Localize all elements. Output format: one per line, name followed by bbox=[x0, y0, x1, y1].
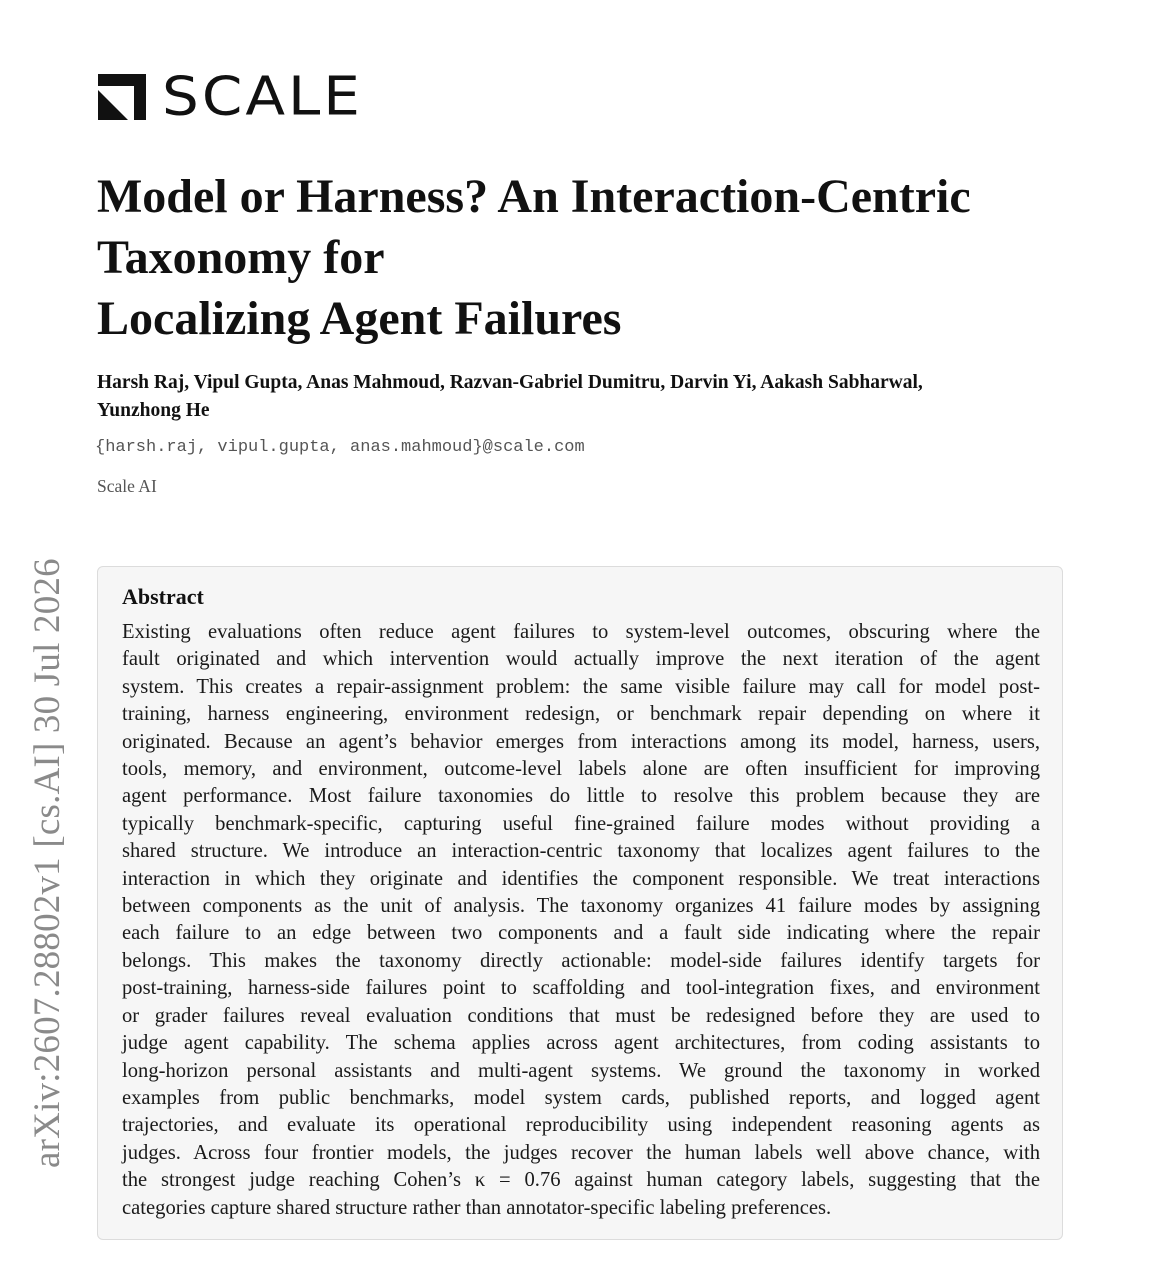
authors-line: Yunzhong He bbox=[97, 400, 210, 421]
abstract-line: tools, memory, and environment, outcome-level labels alone are often insufficient for improving bbox=[122, 758, 1040, 781]
abstract-line: originated. Because an agent’s behavior emerges from interactions among its model, harness, users, bbox=[122, 730, 1040, 753]
abstract-heading: Abstract bbox=[122, 584, 204, 609]
authors-line: Harsh Raj, Vipul Gupta, Anas Mahmoud, Razvan-Gabriel Dumitru, Darvin Yi, Aakash Sabharwal, bbox=[97, 372, 923, 393]
abstract-line: system. This creates a repair-assignment problem: the same visible failure may call for model post- bbox=[122, 675, 1040, 698]
title-line: Taxonomy for bbox=[97, 231, 385, 284]
abstract-line: shared structure. We introduce an interaction-centric taxonomy that localizes agent failures to the bbox=[122, 840, 1040, 863]
paper-title bbox=[97, 166, 1097, 349]
scale-logo bbox=[98, 64, 363, 128]
abstract-body bbox=[122, 619, 1040, 1222]
abstract-line: between components as the unit of analysis. The taxonomy organizes 41 failure modes by assigning bbox=[122, 895, 1040, 918]
abstract-line: agent performance. Most failure taxonomies do little to resolve this problem because they are bbox=[122, 785, 1040, 808]
author-emails: {harsh.raj, vipul.gupta, anas.mahmoud}@scale.com bbox=[95, 438, 585, 457]
abstract-line: long-horizon personal assistants and multi-agent systems. We ground the taxonomy in worked bbox=[122, 1059, 1040, 1082]
abstract-line: the strongest judge reaching Cohen’s κ = 0.76 against human category labels, suggesting that the bbox=[122, 1169, 1040, 1192]
abstract-line: training, harness engineering, environment redesign, or benchmark repair depending on where it bbox=[122, 703, 1040, 726]
title-line: Model or Harness? An Interaction-Centric bbox=[97, 170, 971, 223]
abstract-line: trajectories, and evaluate its operational reproducibility using independent reasoning agents as bbox=[122, 1114, 1040, 1137]
scale-wordmark: SCALE bbox=[162, 64, 363, 128]
abstract-line: judges. Across four frontier models, the judges recover the human labels well above chance, with bbox=[122, 1141, 1040, 1164]
abstract-line: categories capture shared structure rather than annotator-specific labeling preferences. bbox=[122, 1196, 832, 1219]
abstract-line: typically benchmark-specific, capturing useful fine-grained failure modes without providing a bbox=[122, 812, 1040, 835]
scale-logo-mark-icon bbox=[98, 72, 146, 120]
abstract-line: or grader failures reveal evaluation conditions that must be redesigned before they are used to bbox=[122, 1004, 1040, 1027]
title-line: Localizing Agent Failures bbox=[97, 292, 622, 345]
arxiv-identifier: arXiv:2607.28802v1 [cs.AI] 30 Jul 2026 bbox=[27, 558, 68, 1168]
author-list bbox=[97, 369, 1077, 425]
abstract-line: examples from public benchmarks, model system cards, published reports, and logged agent bbox=[122, 1086, 1040, 1109]
abstract-line: interaction in which they originate and identifies the component responsible. We treat interactions bbox=[122, 867, 1040, 890]
abstract-line: Existing evaluations often reduce agent failures to system-level outcomes, obscuring where the bbox=[122, 621, 1040, 643]
arxiv-identifier-sidebar bbox=[18, 510, 74, 1170]
abstract-line: fault originated and which intervention would actually improve the next iteration of the agent bbox=[122, 648, 1040, 671]
abstract-line: each failure to an edge between two components and a fault side indicating where the repair bbox=[122, 922, 1040, 945]
abstract-line: post-training, harness-side failures point to scaffolding and tool-integration fixes, and environment bbox=[122, 977, 1040, 1000]
abstract-line: belongs. This makes the taxonomy directly actionable: model-side failures identify targets for bbox=[122, 949, 1040, 972]
abstract-line: judge agent capability. The schema applies across agent architectures, from coding assistants to bbox=[122, 1032, 1040, 1055]
abstract-box bbox=[97, 566, 1063, 1240]
affiliation: Scale AI bbox=[97, 476, 157, 496]
